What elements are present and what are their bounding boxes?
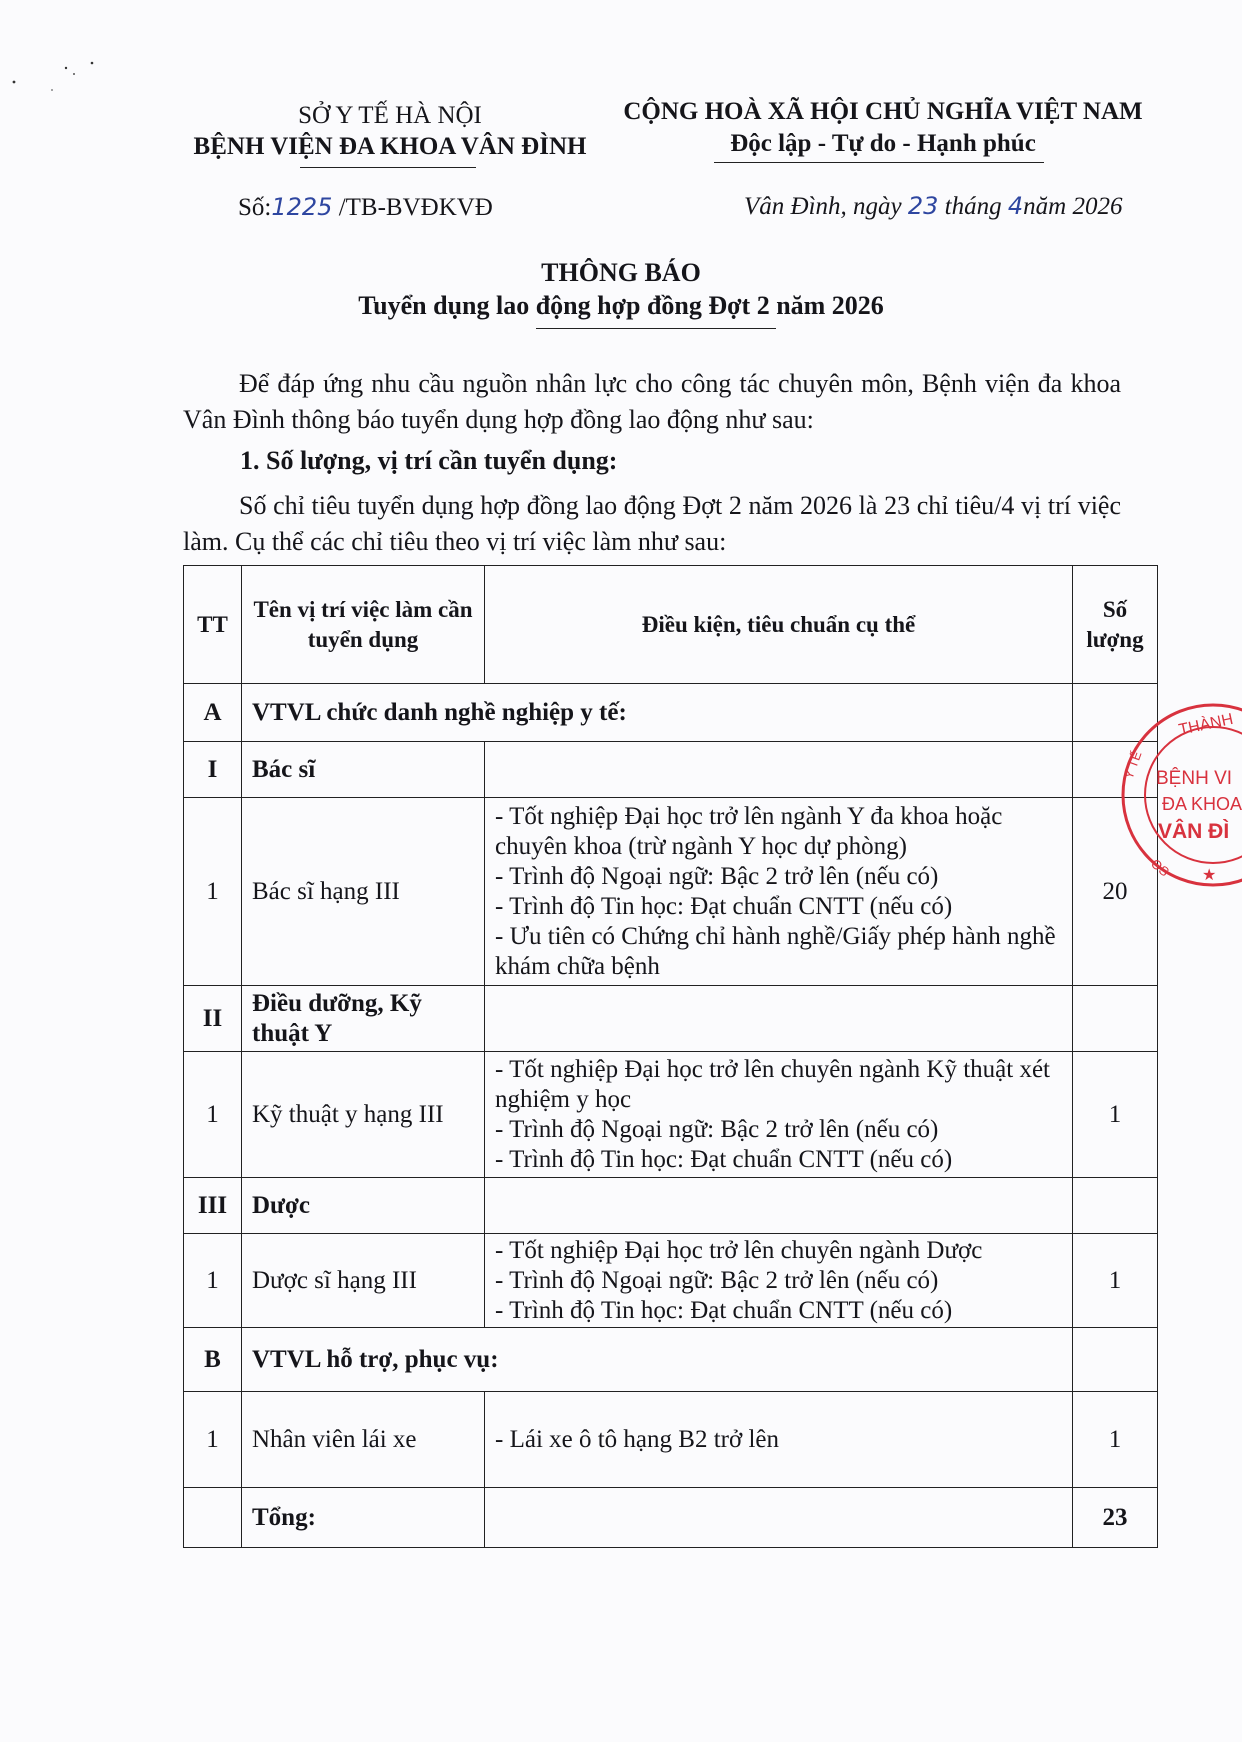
row-tt: 1: [184, 1392, 242, 1488]
row-tt: B: [184, 1328, 242, 1392]
row-criteria: [485, 1052, 1073, 1178]
table-row: [184, 1178, 1158, 1234]
criteria-line: - Tốt nghiệp Đại học trở lên chuyên ngành Dược: [495, 1236, 983, 1264]
row-tt: A: [184, 684, 242, 742]
row-qty: [1073, 1328, 1158, 1392]
row-tt: 1: [184, 1234, 242, 1328]
date-year: năm 2026: [1023, 193, 1123, 220]
row-tt: 1: [184, 798, 242, 986]
table-row: [184, 798, 1158, 986]
country-name: CỘNG HOÀ XÃ HỘI CHỦ NGHĨA VIỆT NAM: [623, 98, 1143, 125]
criteria-line: - Tốt nghiệp Đại học trở lên ngành Y đa khoa hoặc chuyên khoa (trừ ngành Y học dự phòng): [495, 802, 1003, 860]
header-qty: Số lượng: [1073, 566, 1158, 684]
row-criteria: [485, 1234, 1073, 1328]
subgroup-label: Dược: [242, 1178, 485, 1234]
row-criteria: [485, 798, 1073, 986]
table-row: [184, 986, 1158, 1052]
criteria-line: - Trình độ Tin học: Đạt chuẩn CNTT (nếu có): [495, 1296, 953, 1324]
row-tt: I: [184, 742, 242, 798]
criteria-line: - Trình độ Tin học: Đạt chuẩn CNTT (nếu có): [495, 892, 953, 920]
row-qty: [1073, 1178, 1158, 1234]
hospital-stamp: [1118, 700, 1242, 890]
table-row: [184, 1392, 1158, 1488]
row-tt: 1: [184, 1052, 242, 1178]
criteria-line: - Tốt nghiệp Đại học trở lên chuyên ngành Kỹ thuật xét nghiệm y học: [495, 1055, 1050, 1113]
stamp-star-icon: ★: [1202, 865, 1217, 884]
row-criteria: [485, 1488, 1073, 1548]
intro-paragraph: Để đáp ứng nhu cầu nguồn nhân lực cho công tác chuyên môn, Bệnh viện đa khoa Vân Đình thông báo tuyển dụng hợp đồng lao động như sau:: [183, 369, 1121, 434]
subgroup-label: Bác sĩ: [242, 742, 485, 798]
section-paragraph: Số chỉ tiêu tuyển dụng hợp đồng lao động Đợt 2 năm 2026 là 23 chỉ tiêu/4 vị trí việc làm. Cụ thể các chỉ tiêu theo vị trí việc làm như sau:: [183, 491, 1121, 556]
motto: Độc lập - Tự do - Hạnh phúc: [730, 130, 1036, 157]
ref-suffix: /TB-BVĐKVĐ: [332, 194, 493, 221]
table-header-row: [184, 566, 1158, 684]
row-criteria: [485, 1178, 1073, 1234]
subgroup-label: Điều dưỡng, Kỹ thuật Y: [242, 986, 485, 1052]
table-row: [184, 1052, 1158, 1178]
row-qty: 20: [1073, 798, 1158, 986]
table-row: [184, 684, 1158, 742]
group-label: VTVL hỗ trợ, phục vụ:: [242, 1328, 1073, 1392]
criteria-line: - Trình độ Ngoại ngữ: Bậc 2 trở lên (nếu có): [495, 1266, 939, 1294]
row-tt: II: [184, 986, 242, 1052]
table-total-row: [184, 1488, 1158, 1548]
criteria-line: - Trình độ Ngoại ngữ: Bậc 2 trở lên (nếu có): [495, 1115, 939, 1143]
recruitment-table: [183, 565, 1158, 1548]
group-label: VTVL chức danh nghề nghiệp y tế:: [242, 684, 1073, 742]
ref-prefix: Số:: [238, 194, 272, 221]
row-qty: 1: [1073, 1392, 1158, 1488]
row-criteria: [485, 986, 1073, 1052]
row-position: Dược sĩ hạng III: [242, 1234, 485, 1328]
header-position: Tên vị trí việc làm cần tuyển dụng: [242, 566, 485, 684]
stamp-side-left: Y TẾ: [1120, 749, 1145, 782]
stamp-top-text: THÀNH: [1177, 710, 1235, 739]
ministry-name: SỞ Y TẾ HÀ NỘI: [298, 102, 482, 129]
total-label: Tổng:: [242, 1488, 485, 1548]
title-underline: [536, 328, 776, 329]
date-line: [744, 192, 1122, 221]
header-left: [150, 100, 630, 162]
reference-number: [238, 193, 493, 222]
header-criteria: Điều kiện, tiêu chuẩn cụ thể: [485, 566, 1073, 684]
section-heading: 1. Số lượng, vị trí cần tuyển dụng:: [240, 446, 618, 475]
total-qty: 23: [1073, 1488, 1158, 1548]
date-month-handwritten: 4: [1007, 192, 1024, 220]
criteria-line: - Trình độ Ngoại ngữ: Bậc 2 trở lên (nếu có): [495, 862, 939, 890]
scan-specks: [8, 60, 98, 100]
row-qty: 1: [1073, 1052, 1158, 1178]
stamp-line2: ĐA KHOA: [1162, 794, 1242, 814]
row-position: Bác sĩ hạng III: [242, 798, 485, 986]
stamp-line1: BỆNH VI: [1156, 768, 1233, 789]
row-tt: III: [184, 1178, 242, 1234]
header-left-underline: [300, 167, 476, 168]
date-month-word: tháng: [938, 193, 1008, 220]
motto-underline: [714, 162, 1044, 163]
doc-title: THÔNG BÁO: [541, 258, 701, 287]
date-place: Vân Đình, ngày: [744, 193, 908, 220]
header-tt: TT: [184, 566, 242, 684]
criteria-line: - Ưu tiên có Chứng chỉ hành nghề/Giấy phép hành nghề khám chữa bệnh: [495, 922, 1056, 980]
hospital-name: BỆNH VIỆN ĐA KHOA VÂN ĐÌNH: [193, 133, 587, 160]
header-right: [598, 96, 1168, 160]
row-criteria: - Lái xe ô tô hạng B2 trở lên: [485, 1392, 1073, 1488]
row-position: Nhân viên lái xe: [242, 1392, 485, 1488]
table-row: [184, 1234, 1158, 1328]
row-criteria: [485, 742, 1073, 798]
table-row: [184, 1328, 1158, 1392]
table-row: [184, 742, 1158, 798]
row-tt: [184, 1488, 242, 1548]
date-day-handwritten: 23: [907, 192, 939, 220]
criteria-line: - Trình độ Tin học: Đạt chuẩn CNTT (nếu có): [495, 1145, 953, 1173]
row-qty: 1: [1073, 1234, 1158, 1328]
stamp-line3: VÂN ĐÌ: [1158, 820, 1230, 843]
doc-subtitle: Tuyển dụng lao động hợp đồng Đợt 2 năm 2026: [358, 291, 884, 320]
stamp-side-bottom: OS: [1148, 855, 1173, 880]
row-position: Kỹ thuật y hạng III: [242, 1052, 485, 1178]
row-qty: [1073, 986, 1158, 1052]
ref-handwritten-number: 1225: [271, 193, 333, 221]
